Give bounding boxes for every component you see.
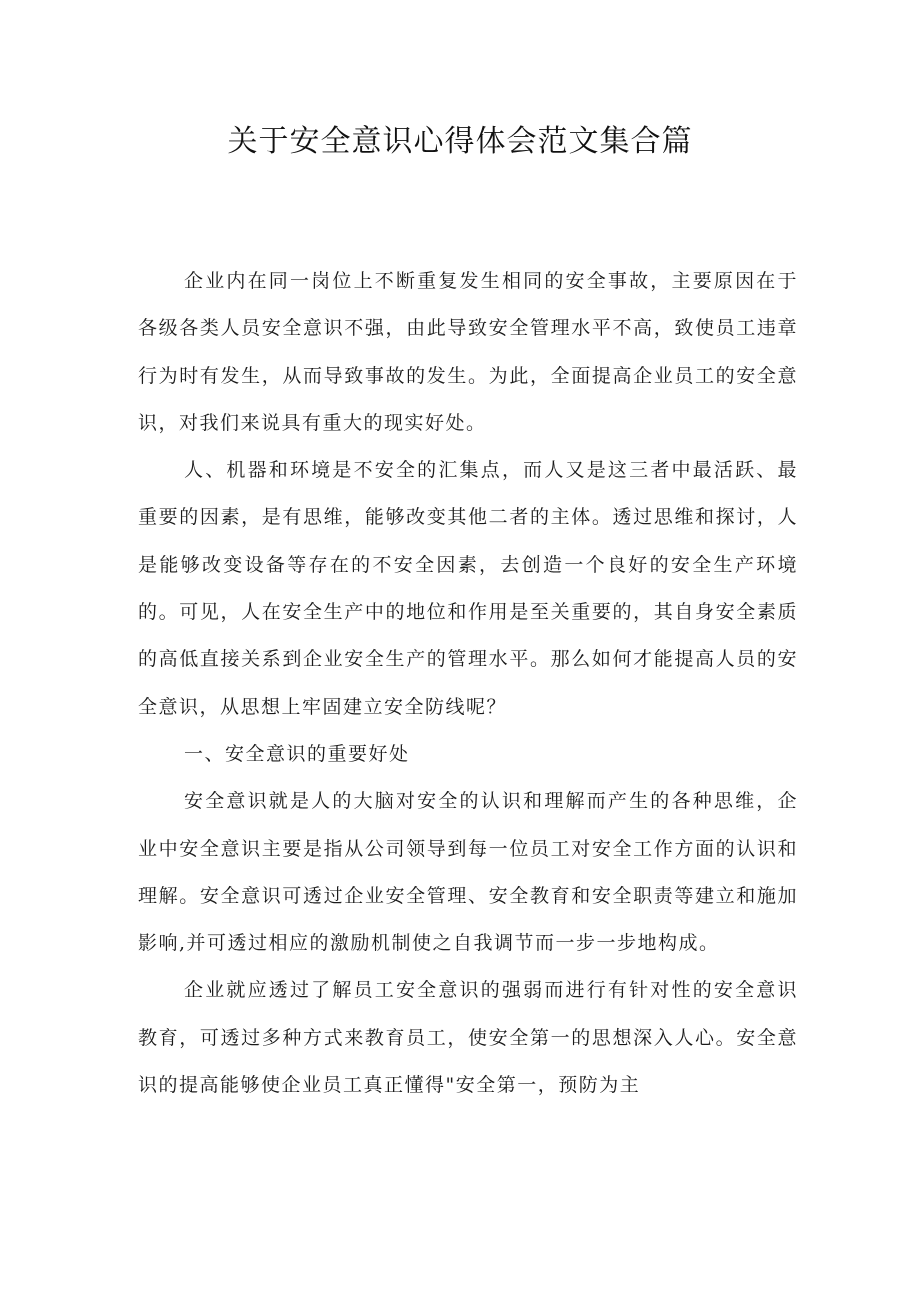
paragraph-intro: 企业内在同一岗位上不断重复发生相同的安全事故，主要原因在于各级各类人员安全意识不强，由此导致安全管理水平不高，致使员工违章行为时有发生，从而导致事故的发生。为此，全面提高企业员工的安全意识，对我们来说具有重大的现实好处。 [138, 270, 798, 434]
document-body [138, 258, 798, 1109]
paragraph-human-factor: 人、机器和环境是不安全的汇集点，而人又是这三者中最活跃、最重要的因素，是有思维，能够改变其他二者的主体。透过思维和探讨，人是能够改变设备等存在的不安全因素，去创造一个良好的安全生产环境的。可见，人在安全生产中的地位和作用是至关重要的，其自身安全素质的高低直接关系到企业安全生产的管理水平。那么如何才能提高人员的安全意识，从思想上牢固建立安全防线呢？ [138, 459, 798, 718]
paragraph-education: 企业就应透过了解员工安全意识的强弱而进行有针对性的安全意识教育，可透过多种方式来教育员工，使安全第一的思想深入人心。安全意识的提高能够使企业员工真正懂得"安全第一，预防为主 [138, 979, 798, 1097]
paragraph-definition: 安全意识就是人的大脑对安全的认识和理解而产生的各种思维，企业中安全意识主要是指从公司领导到每一位员工对安全工作方面的认识和理解。安全意识可透过企业安全管理、安全教育和安全职责等建立和施加影响,并可透过相应的激励机制使之自我调节而一步一步地构成。 [138, 790, 798, 955]
document-title: 关于安全意识心得体会范文集合篇 [227, 124, 693, 159]
section-heading-importance: 一、安全意识的重要好处 [184, 742, 410, 765]
